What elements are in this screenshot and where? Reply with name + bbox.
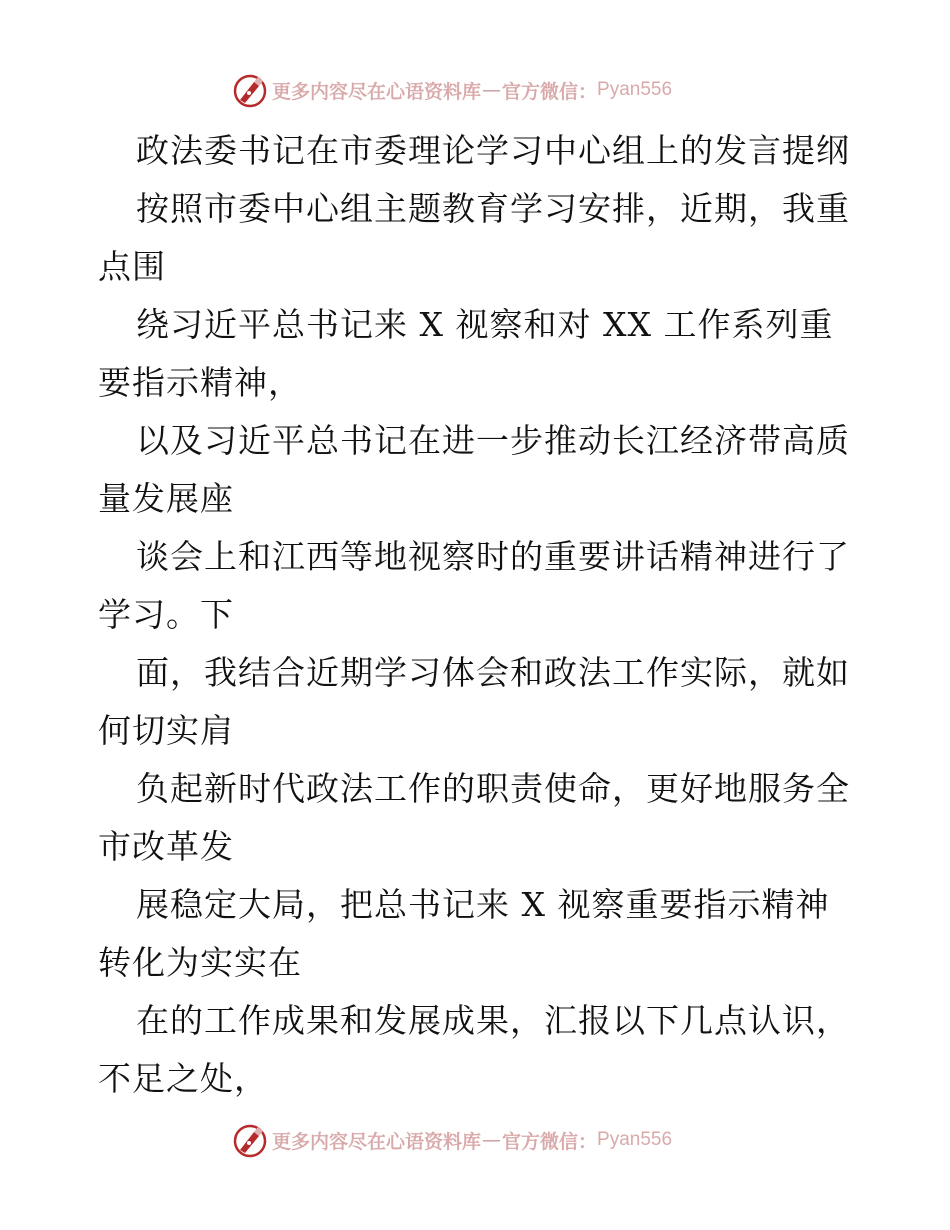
watermark-wechat-id: Pyan556 (597, 1129, 673, 1150)
document-text-line: 负起新时代政法工作的职责使命，更好地服务全 (136, 769, 850, 808)
document-text-line: 绕习近平总书记来 X 视察和对 XX 工作系列重 (136, 305, 834, 344)
document-text-line: 以及习近平总书记在进一步推动长江经济带高质 (136, 421, 850, 460)
document-body (98, 122, 858, 1108)
document-text-line: 量发展座 (98, 479, 234, 518)
watermark-text: 更多内容尽在心语资料库 (272, 80, 482, 103)
document-text-line: 不足之处， (98, 1059, 268, 1098)
document-text-line: 谈会上和江西等地视察时的重要讲话精神进行了 (136, 537, 850, 576)
document-text-line: 学习。下 (98, 595, 234, 634)
document-text-line: 市改革发 (98, 827, 234, 866)
document-text-line: 转化为实实在 (98, 943, 302, 982)
document-title-line: 政法委书记在市委理论学习中心组上的发言提纲 (136, 131, 850, 170)
watermark-separator: — (482, 79, 502, 101)
document-text-line: 按照市委中心组主题教育学习安排，近期，我重 (136, 189, 850, 228)
footer-watermark (232, 1120, 672, 1160)
document-text-line: 要指示精神， (98, 363, 302, 402)
document-text-line: 面，我结合近期学习体会和政法工作实际，就如 (136, 653, 850, 692)
watermark-text: 更多内容尽在心语资料库 (272, 1130, 482, 1153)
watermark-wechat-label: 官方微信： (502, 80, 598, 103)
watermark-separator: — (482, 1129, 502, 1151)
document-text-line: 展稳定大局，把总书记来 X 视察重要指示精神 (136, 885, 830, 924)
header-watermark (232, 70, 672, 110)
watermark-wechat-label: 官方微信： (502, 1130, 598, 1153)
pen-nib-logo-icon (232, 1122, 268, 1158)
watermark-wechat-id: Pyan556 (597, 79, 673, 100)
document-text-line: 何切实肩 (98, 711, 234, 750)
document-text-line: 点围 (98, 247, 166, 286)
document-text-line: 在的工作成果和发展成果，汇报以下几点认识， (136, 1001, 850, 1040)
pen-nib-logo-icon (232, 72, 268, 108)
